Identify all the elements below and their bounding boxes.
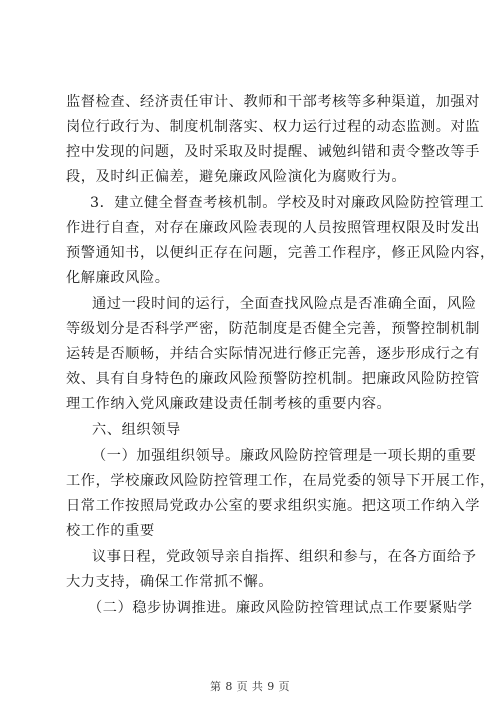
paragraph-line: 3．建立健全督查考核机制。学校及时对廉政风险防控管理工: [90, 195, 485, 211]
paragraph-line: 日常工作按照局党政办公室的要求组织实施。把这项工作纳入学: [66, 498, 481, 514]
paragraph-line: 议事日程，党政领导亲自指挥、组织和参与，在各方面给予: [92, 549, 477, 565]
paragraph-line: 预警通知书，以便纠正存在问题，完善工作程序，修正风险内容，: [66, 245, 495, 261]
paragraph-line: 化解廉政风险。: [66, 270, 170, 286]
paragraph-line: 岗位行政行为、制度机制落实、权力运行过程的动态监测。对监: [66, 119, 481, 135]
paragraph-line: 通过一段时间的运行，全面查找风险点是否准确全面，风险: [92, 296, 477, 312]
paragraph-line: 大力支持，确保工作常抓不懈。: [66, 574, 274, 590]
paragraph-line: 运转是否顺畅，并结合实际情况进行修正完善，逐步形成行之有: [66, 346, 481, 362]
paragraph-line: 理工作纳入党风廉政建设责任制考核的重要内容。: [66, 396, 392, 412]
paragraph-line: （一）加强组织领导。廉政风险防控管理是一项长期的重要: [92, 448, 477, 464]
paragraph-line: 工作，学校廉政风险防控管理工作，在局党委的领导下开展工作，: [66, 473, 495, 489]
paragraph-line: 校工作的重要: [66, 523, 155, 539]
paragraph-line: 作进行自查，对存在廉政风险表现的人员按照管理权限及时发出: [66, 220, 481, 236]
paragraph-line: 监督检查、经济责任审计、教师和干部考核等多种渠道，加强对: [66, 94, 481, 110]
paragraph-line: 等级划分是否科学严密，防范制度是否健全完善，预警控制机制: [66, 321, 481, 337]
paragraph-line: 效、具有自身特色的廉政风险预警防控机制。把廉政风险防控管: [66, 371, 481, 387]
paragraph-line: （二）稳步协调推进。廉政风险防控管理试点工作要紧贴学: [88, 600, 473, 616]
paragraph-line: 控中发现的问题，及时采取及时提醒、诫勉纠错和责令整改等手: [66, 144, 481, 160]
section-heading: 六、组织领导: [92, 422, 181, 438]
paragraph-line: 段，及时纠正偏差，避免廉政风险演化为腐败行为。: [66, 169, 407, 185]
page-footer: 第 8 页 共 9 页: [210, 680, 290, 693]
